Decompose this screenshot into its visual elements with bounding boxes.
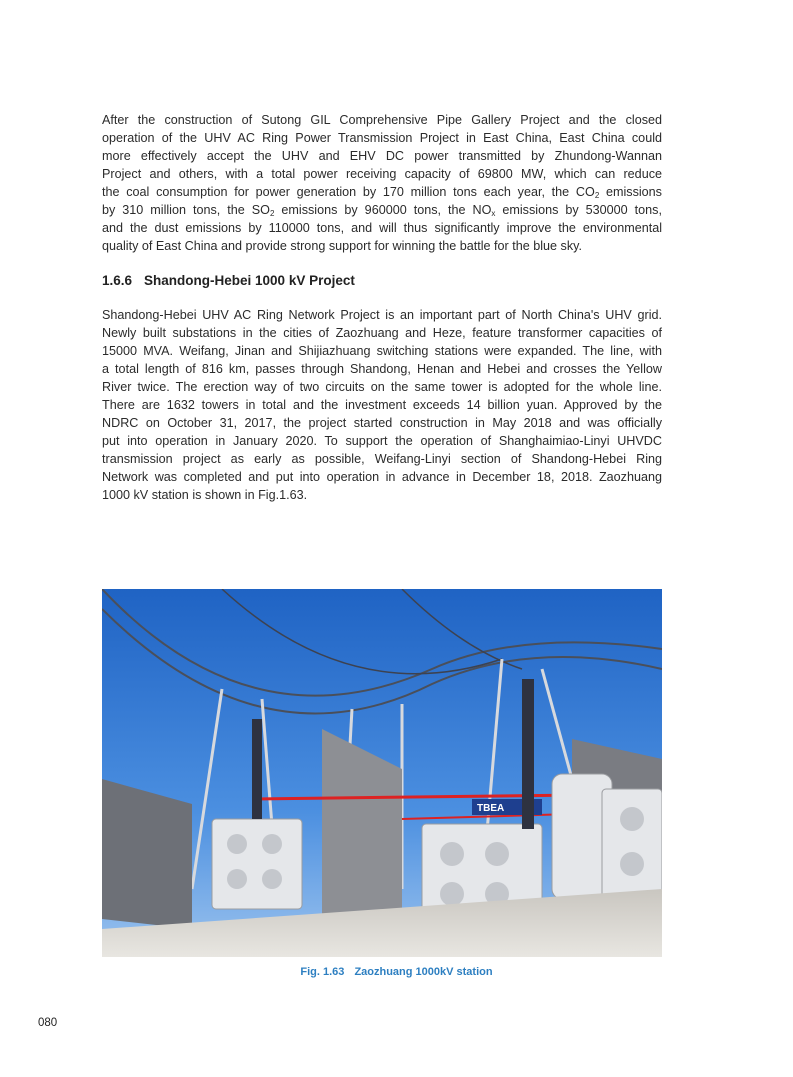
text-segment: transmission project as early as possible, Weifang-Linyi section of Shandong-Hebei Ring xyxy=(102,452,662,466)
text-line xyxy=(102,342,662,360)
paragraph-intro xyxy=(102,111,662,255)
text-segment: River twice. The erection way of two circuits on the same tower is adopted for the whole line. xyxy=(102,380,662,394)
text-line xyxy=(102,147,662,165)
text-line xyxy=(102,396,662,414)
text-line-content xyxy=(102,149,662,163)
text-line-content xyxy=(102,434,662,448)
text-line-content xyxy=(102,185,662,199)
text-line-content xyxy=(102,221,662,235)
text-segment: After the construction of Sutong GIL Comprehensive Pipe Gallery Project and the closed xyxy=(102,113,662,127)
text-segment: Network was completed and put into operation in advance in December 18, 2018. Zaozhuang xyxy=(102,470,662,484)
text-segment: emissions xyxy=(599,185,662,199)
text-line-content xyxy=(102,203,662,217)
section-heading xyxy=(102,273,355,288)
text-line-content xyxy=(102,470,662,484)
text-line-content xyxy=(102,131,662,145)
text-line xyxy=(102,129,662,147)
figure-caption xyxy=(0,966,793,978)
text-line-content xyxy=(102,308,662,322)
text-line xyxy=(102,111,662,129)
text-line-content xyxy=(102,344,662,358)
text-line xyxy=(102,306,662,324)
text-line xyxy=(102,378,662,396)
text-segment: and the dust emissions by 110000 tons, and will thus significantly improve the environmental xyxy=(102,221,662,235)
text-segment: emissions by 530000 tons, xyxy=(495,203,662,217)
text-line-content xyxy=(102,416,662,430)
text-line xyxy=(102,183,662,201)
paragraph-project xyxy=(102,306,662,504)
text-line xyxy=(102,468,662,486)
text-line xyxy=(102,324,662,342)
text-segment: more effectively accept the UHV and EHV DC power transmitted by Zhundong-Wannan xyxy=(102,149,662,163)
text-line xyxy=(102,237,662,255)
station-photo xyxy=(102,589,662,957)
text-segment: NDRC on October 31, 2017, the project started construction in May 2018 and was officially xyxy=(102,416,662,430)
text-segment: put into operation in January 2020. To support the operation of Shanghaimiao-Linyi UHVDC xyxy=(102,434,662,448)
text-segment: the coal consumption for power generation by 170 million tons each year, the CO xyxy=(102,185,595,199)
text-line xyxy=(102,165,662,183)
photo-sign-text: TBEA xyxy=(477,803,505,814)
text-segment: by 310 million tons, the SO xyxy=(102,203,270,217)
text-line-content xyxy=(102,398,662,412)
text-line-content xyxy=(102,362,662,376)
text-segment: operation of the UHV AC Ring Power Transmission Project in East China, East China could xyxy=(102,131,662,145)
text-line-content xyxy=(102,113,662,127)
section-number: 1.6.6 xyxy=(102,273,133,288)
text-line xyxy=(102,486,662,504)
text-segment: emissions by 960000 tons, the NO xyxy=(274,203,492,217)
text-line-content xyxy=(102,452,662,466)
subscript: x xyxy=(491,209,496,218)
text-line xyxy=(102,219,662,237)
text-segment: Newly built substations in the cities of Zaozhuang and Heze, feature transformer capacities of xyxy=(102,326,662,340)
text-line-content xyxy=(102,488,307,502)
text-segment: a total length of 816 km, passes through Shandong, Henan and Hebei and crosses the Yellow xyxy=(102,362,662,376)
subscript: 2 xyxy=(594,191,600,200)
text-segment: Shandong-Hebei UHV AC Ring Network Project is an important part of North China's UHV grid. xyxy=(102,308,662,322)
text-segment: 15000 MVA. Weifang, Jinan and Shijiazhuang switching stations were expanded. The line, with xyxy=(102,344,662,358)
text-line xyxy=(102,201,662,219)
figure-label: Fig. 1.63 xyxy=(300,966,345,978)
text-line-content xyxy=(102,167,662,181)
figure-caption-text: Zaozhuang 1000kV station xyxy=(354,966,493,978)
text-segment: 1000 kV station is shown in Fig.1.63. xyxy=(102,488,308,502)
section-title: Shandong-Hebei 1000 kV Project xyxy=(144,273,355,288)
text-segment: quality of East China and provide strong support for winning the battle for the blue sky. xyxy=(102,239,583,253)
text-line-content xyxy=(102,380,662,394)
text-segment: Project and others, with a total power receiving capacity of 69800 MW, which can reduce xyxy=(102,167,662,181)
page-number: 080 xyxy=(38,1017,58,1029)
text-line xyxy=(102,450,662,468)
text-segment: There are 1632 towers in total and the investment exceeds 14 billion yuan. Approved by the xyxy=(102,398,662,412)
text-line xyxy=(102,360,662,378)
text-line-content xyxy=(102,239,582,253)
text-line-content xyxy=(102,326,662,340)
subscript: 2 xyxy=(269,209,275,218)
text-line xyxy=(102,414,662,432)
text-line xyxy=(102,432,662,450)
